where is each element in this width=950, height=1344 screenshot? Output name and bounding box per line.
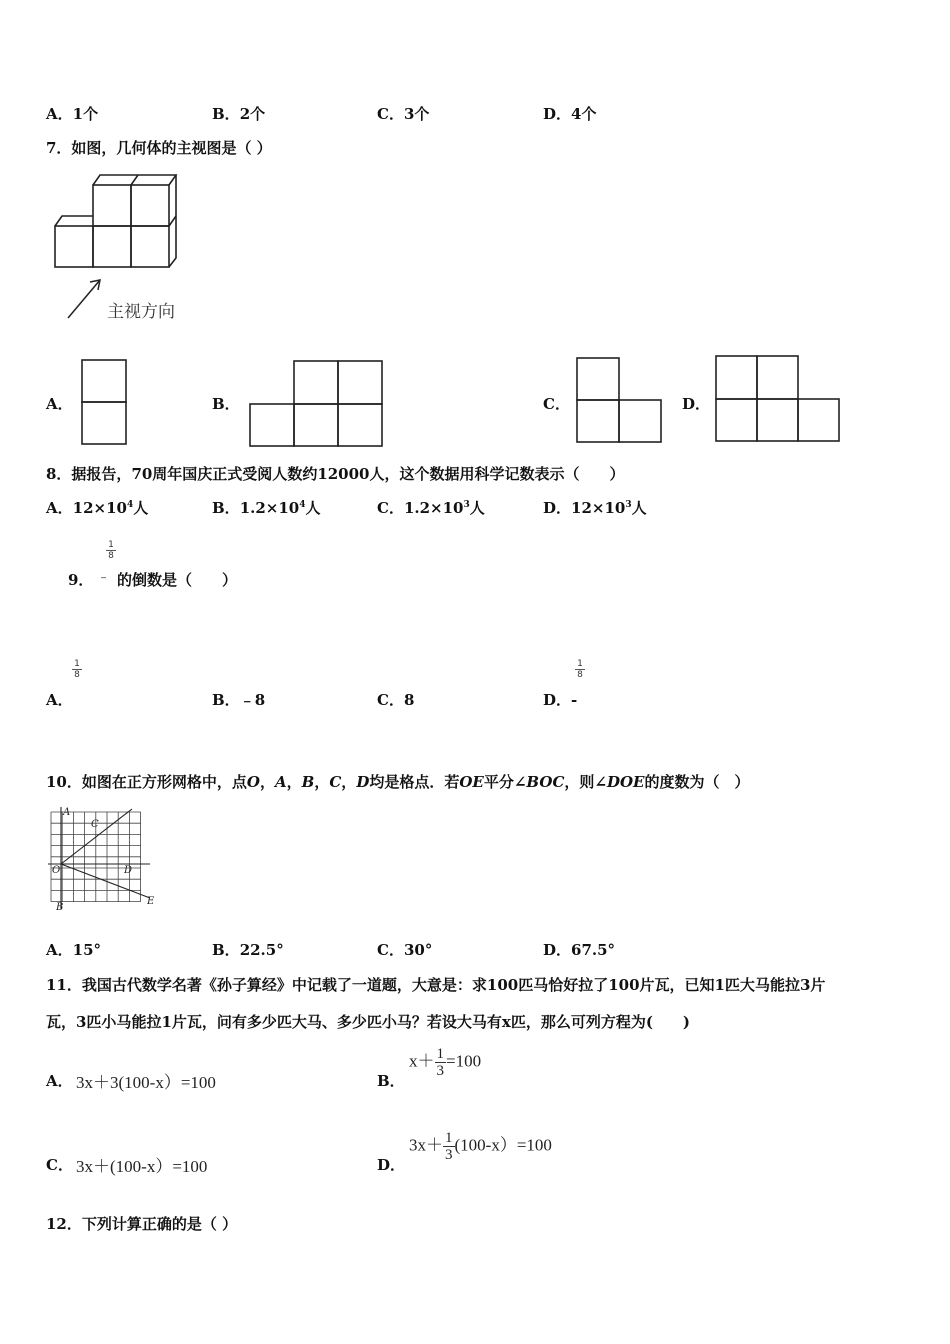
q11-option-b-letter: B． xyxy=(377,1072,405,1090)
q7-option-d-label: D． xyxy=(682,395,711,413)
angle-label: DOE xyxy=(606,773,645,791)
expr-prefix: 3x＋ xyxy=(409,1135,443,1155)
option-unit: 人 xyxy=(305,499,321,517)
option-letter: D． xyxy=(543,941,572,959)
option-unit: 人 xyxy=(469,499,485,517)
fraction-denominator: 3 xyxy=(445,1147,453,1163)
label-o: O xyxy=(52,865,61,876)
option-text: 2个 xyxy=(239,105,266,123)
option-text: 22.5° xyxy=(239,941,284,959)
expr-prefix: x＋ xyxy=(409,1051,435,1071)
stem-text: ， xyxy=(259,773,275,791)
q7-solid-figure xyxy=(50,170,195,330)
q10-option-d xyxy=(543,939,615,960)
stem-text: ， xyxy=(286,773,302,791)
q7-option-d-figure xyxy=(713,352,845,446)
q10-option-b xyxy=(212,939,284,960)
q7-option-b-figure xyxy=(246,358,384,448)
point-label: C xyxy=(329,773,342,791)
option-text: ﹣8 xyxy=(239,691,266,709)
option-letter: A． xyxy=(46,941,73,959)
q11-option-c-expr: 3x＋(100-x）=100 xyxy=(76,1157,208,1176)
q11-option-a-letter: A． xyxy=(46,1072,73,1090)
angle-label: BOC xyxy=(526,773,565,791)
q7-option-b-label: B． xyxy=(212,395,240,413)
label-c: C xyxy=(91,819,99,830)
option-base: 1.2×10 xyxy=(239,499,300,517)
fraction-denominator: 3 xyxy=(436,1063,444,1079)
q12-stem: 12．下列计算正确的是（ ） xyxy=(46,1215,238,1233)
q6-option-c xyxy=(377,103,429,124)
stem-text: ， xyxy=(341,773,357,791)
point-label: B xyxy=(301,773,315,791)
option-exponent: 4 xyxy=(126,500,134,510)
option-base: 1.2×10 xyxy=(403,499,464,517)
q7-stem: 7．如图，几何体的主视图是（ ） xyxy=(46,139,272,157)
option-base: 12×10 xyxy=(72,499,127,517)
q10-grid-figure xyxy=(46,805,161,915)
fraction-denominator: 8 xyxy=(108,551,114,561)
figure-caption: 主视方向 xyxy=(107,302,175,322)
stem-text: 均是格点．若 xyxy=(369,773,460,791)
fraction-numerator: 1 xyxy=(445,1130,453,1146)
option-exponent: 3 xyxy=(463,500,470,510)
q9-option-d xyxy=(543,689,577,710)
q6-option-d xyxy=(543,103,596,124)
option-letter: C． xyxy=(377,499,404,517)
stem-text: 的度数为（ ） xyxy=(644,773,750,791)
stem-text: 10．如图在正方形网格中，点 xyxy=(46,773,247,791)
q6-option-a xyxy=(46,103,98,124)
q8-option-c xyxy=(377,497,485,518)
option-text: 1个 xyxy=(72,105,99,123)
q9-option-c xyxy=(377,689,414,710)
option-letter: A． xyxy=(46,499,73,517)
q11-option-d-expr xyxy=(409,1130,552,1163)
q11-option-a-expr: 3x＋3(100-x）=100 xyxy=(76,1073,216,1092)
q11-stem-line2: 瓦，3匹小马能拉1片瓦，问有多少匹大马、多少匹小马？若设大马有x匹，那么可列方程为( ) xyxy=(46,1013,691,1031)
option-letter: C． xyxy=(377,691,404,709)
point-label: O xyxy=(246,773,260,791)
q10-stem xyxy=(46,771,750,792)
q9-option-d-fraction xyxy=(575,659,585,680)
option-letter: D． xyxy=(543,691,572,709)
option-letter: A． xyxy=(46,105,73,123)
option-text: 3个 xyxy=(403,105,430,123)
q11-stem-line1: 11．我国古代数学名著《孙子算经》中记载了一道题，大意是：求100匹马恰好拉了100片瓦，已知1匹大马能拉3片 xyxy=(46,976,826,994)
q9-fraction xyxy=(106,540,116,561)
q10-option-a xyxy=(46,939,101,960)
option-letter: C． xyxy=(377,941,404,959)
option-letter: B． xyxy=(212,105,240,123)
q9-stem-tail: 的倒数是（ ） xyxy=(117,571,238,589)
option-letter: D． xyxy=(543,499,572,517)
q7-option-c-label: C． xyxy=(543,395,570,413)
fraction-numerator: 1 xyxy=(106,540,116,551)
q8-option-d xyxy=(543,497,647,518)
option-letter: B． xyxy=(212,941,240,959)
ray-label: OE xyxy=(459,773,484,791)
q8-option-a xyxy=(46,497,148,518)
q11-option-d-letter: D． xyxy=(377,1156,406,1174)
option-text: 15° xyxy=(72,941,102,959)
option-letter: C． xyxy=(377,105,404,123)
option-base: 12×10 xyxy=(571,499,626,517)
option-letter: B． xyxy=(212,691,240,709)
q7-option-c-figure xyxy=(574,354,664,446)
q9-number: 9． xyxy=(68,571,94,589)
q7-option-a-figure xyxy=(78,358,130,446)
q10-option-c xyxy=(377,939,432,960)
fraction xyxy=(443,1130,455,1163)
option-unit: 人 xyxy=(631,499,647,517)
option-text: 30° xyxy=(403,941,433,959)
fraction-denominator: 8 xyxy=(577,670,583,680)
expr-suffix: (100-x）=100 xyxy=(454,1135,552,1155)
option-exponent: 3 xyxy=(625,500,632,510)
option-text: 8 xyxy=(403,691,415,709)
q9-option-a-letter: A． xyxy=(46,691,73,709)
fraction-denominator: 8 xyxy=(74,670,80,680)
label-e: E xyxy=(147,896,155,907)
q9-option-b xyxy=(212,689,265,710)
fraction-numerator: 1 xyxy=(72,659,82,670)
stem-text: 平分∠ xyxy=(483,773,527,791)
fraction-numerator: 1 xyxy=(436,1046,444,1062)
option-text: 67.5° xyxy=(571,941,616,959)
label-b: B xyxy=(56,902,64,913)
option-unit: 人 xyxy=(133,499,149,517)
q6-option-b xyxy=(212,103,265,124)
label-d: D xyxy=(124,865,133,876)
option-text: 4个 xyxy=(571,105,597,123)
fraction xyxy=(435,1046,447,1079)
q7-option-a-label: A． xyxy=(46,395,73,413)
stem-text: ， xyxy=(314,773,330,791)
q9-minus: ﹣ xyxy=(97,570,111,585)
q9-option-a-fraction xyxy=(72,659,82,680)
point-label: D xyxy=(356,773,370,791)
stem-text: ，则∠ xyxy=(564,773,607,791)
q8-option-b xyxy=(212,497,321,518)
fraction-numerator: 1 xyxy=(575,659,585,670)
option-prefix: - xyxy=(571,691,578,709)
option-exponent: 4 xyxy=(299,500,306,510)
label-a: A xyxy=(63,807,71,818)
option-letter: B． xyxy=(212,499,240,517)
q11-option-c-letter: C． xyxy=(46,1156,73,1174)
q8-stem: 8．据报告，70周年国庆正式受阅人数约12000人，这个数据用科学记数表示（ ） xyxy=(46,465,625,483)
q11-option-b-expr xyxy=(409,1046,481,1079)
option-letter: D． xyxy=(543,105,572,123)
point-label: A xyxy=(274,773,287,791)
expr-suffix: =100 xyxy=(446,1051,482,1071)
